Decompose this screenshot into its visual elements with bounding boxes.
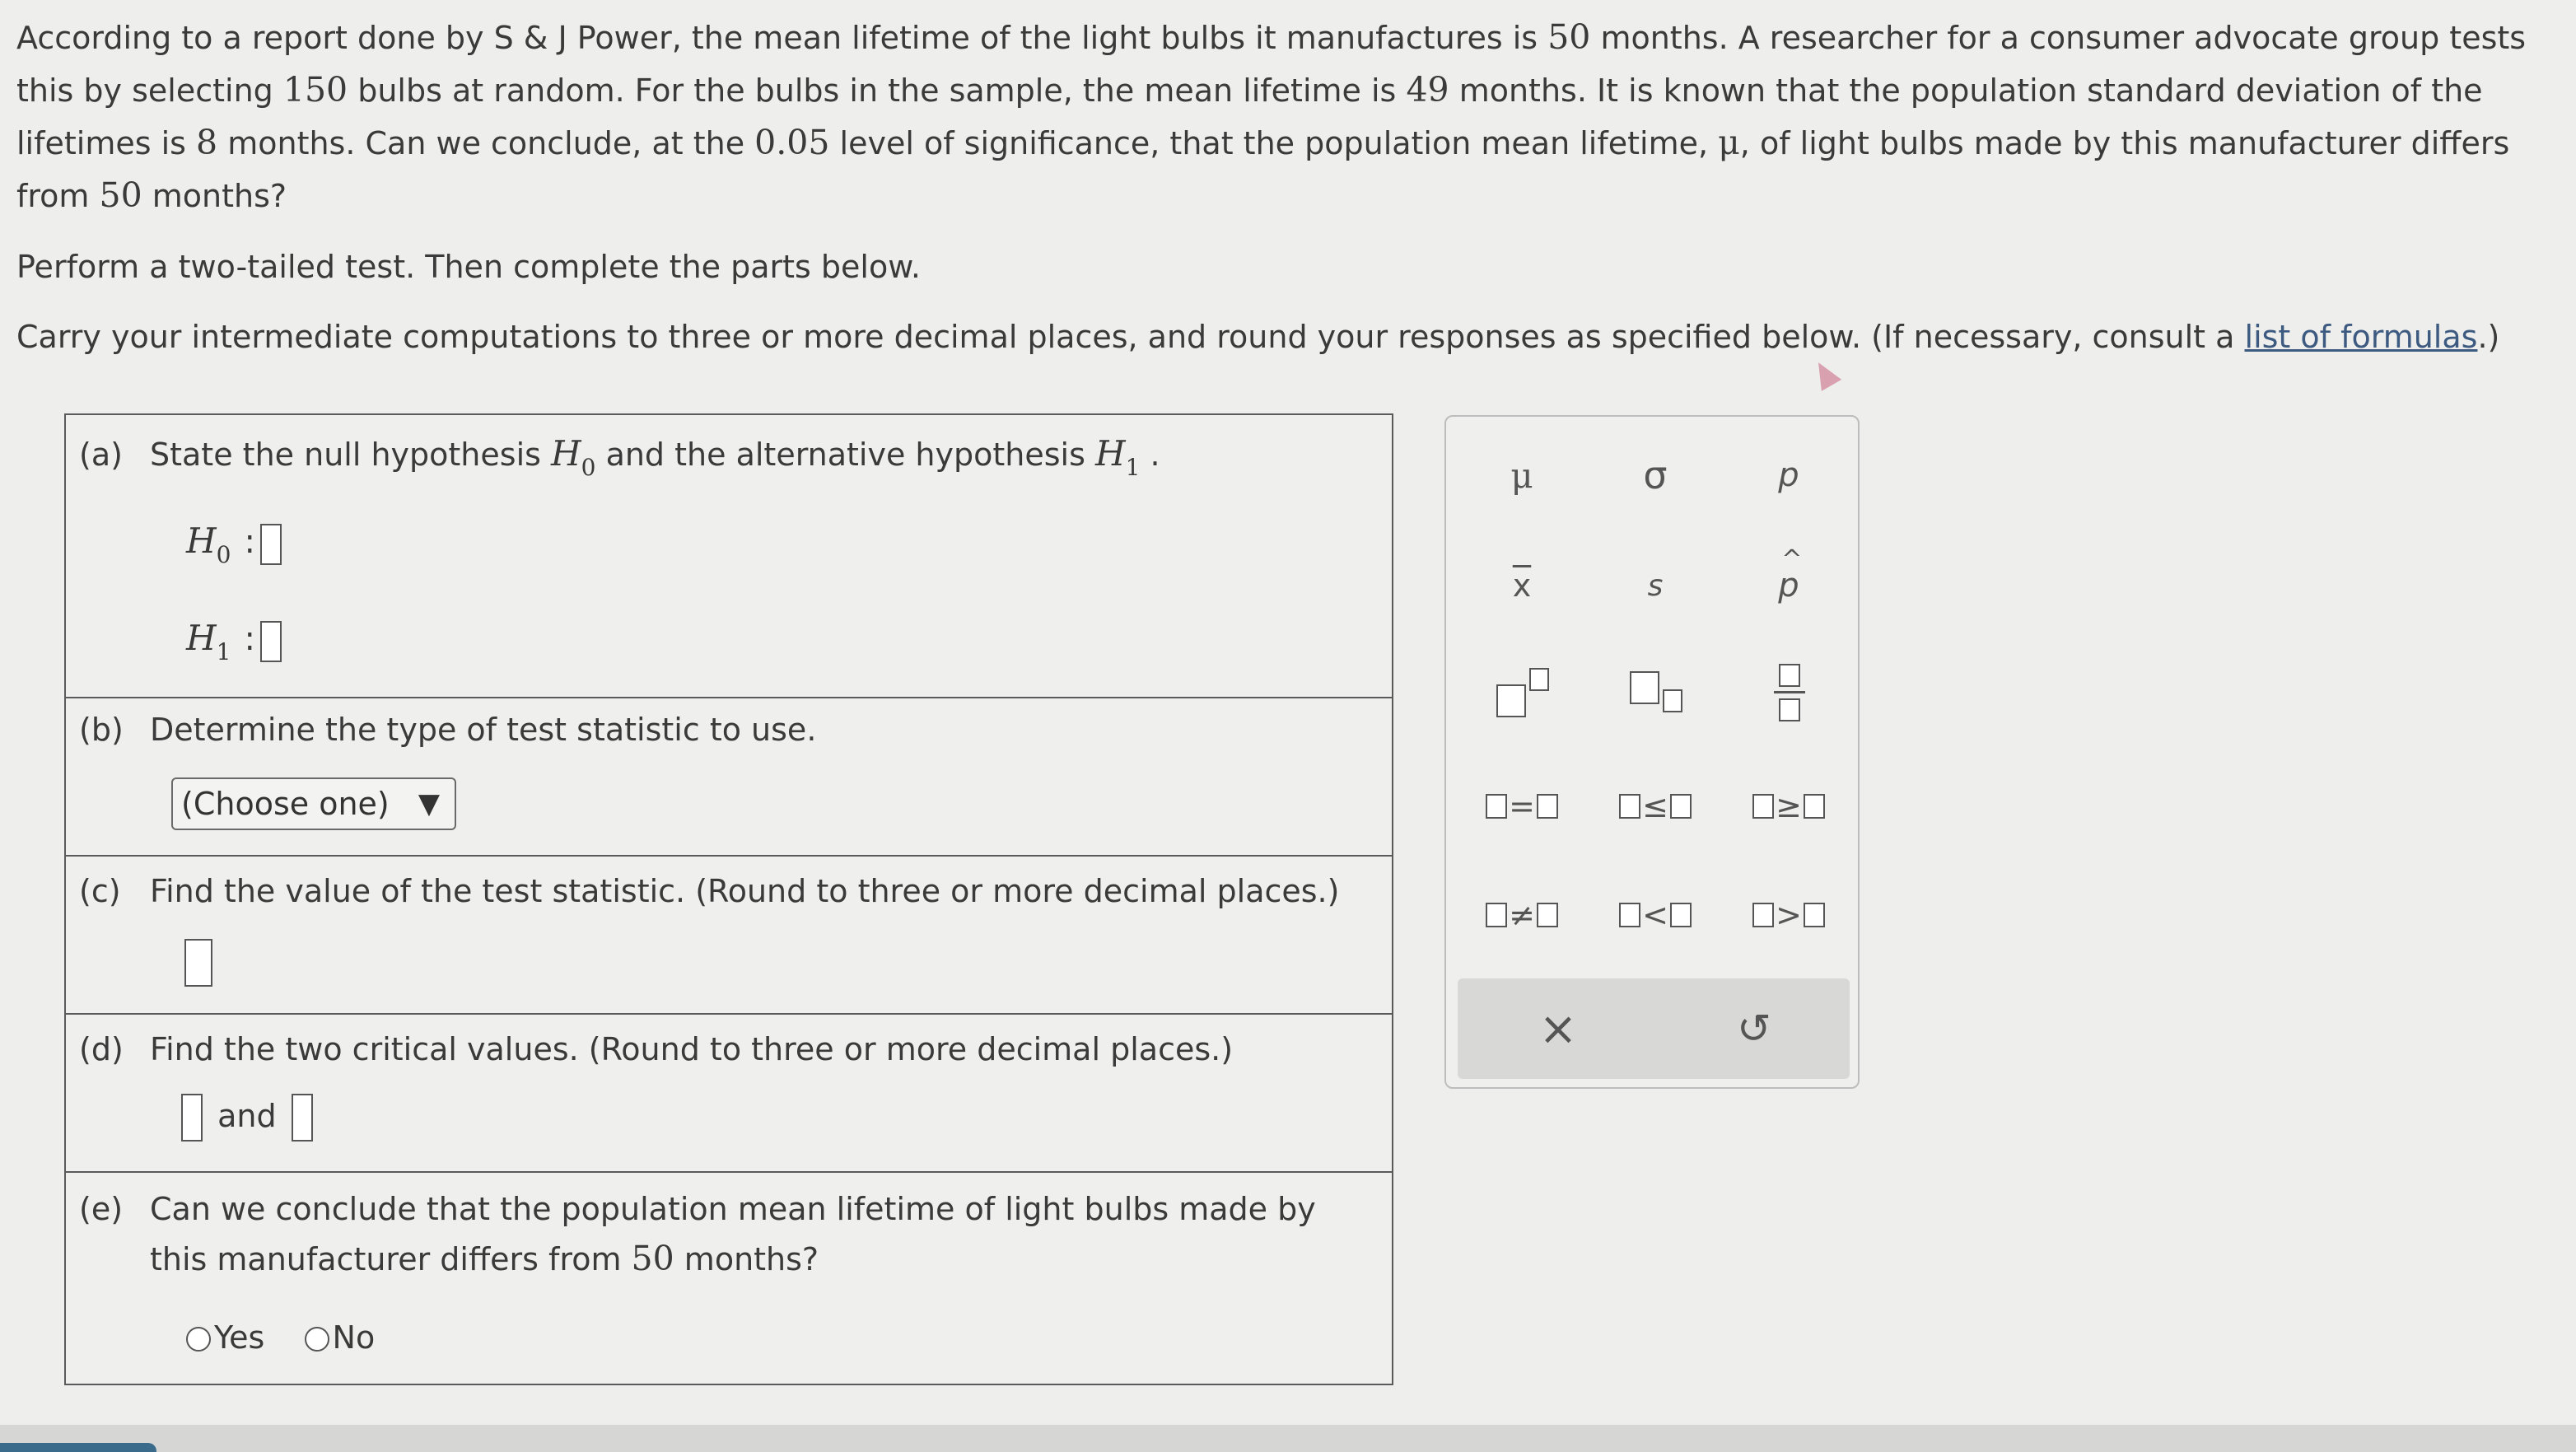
sigma-icon: σ — [1643, 453, 1668, 497]
clear-button[interactable] — [1500, 992, 1616, 1066]
part-label: (a) — [79, 437, 123, 473]
phat-button[interactable]: p ^ — [1778, 545, 1803, 605]
instruction-text: .) — [2477, 319, 2500, 355]
less-equal-button[interactable] — [1598, 769, 1713, 843]
part-label: (c) — [79, 873, 121, 909]
footer-tab — [0, 1443, 156, 1452]
prompt-text: and the alternative hypothesis — [595, 437, 1095, 473]
h1-label: $H_1$ — [186, 618, 231, 665]
math-palette — [1444, 415, 1860, 1089]
fraction-button[interactable] — [1731, 656, 1846, 730]
test-statistic-select[interactable] — [171, 777, 456, 830]
palette-action-bar — [1458, 978, 1850, 1079]
intro-text: level of significance, that the population mean lifetime, — [829, 125, 1719, 161]
prompt-text: Find the two critical values. (Round to three or more decimal places.) — [150, 1031, 1234, 1067]
part-label: (e) — [79, 1191, 124, 1227]
alt-hypothesis-row — [186, 618, 282, 665]
h1-input[interactable] — [260, 621, 282, 662]
sample-mean: 49 — [1406, 70, 1449, 110]
part-d-prompt — [79, 1031, 1233, 1067]
conclusion-options — [186, 1319, 375, 1356]
prompt-text: Can we conclude that the population mean lifetime of light bulbs made by — [150, 1191, 1316, 1227]
p-icon: p — [1778, 456, 1799, 494]
null-hypothesis-symbol: $H_0$ — [551, 433, 596, 481]
intro-text: bulbs at random. For the bulbs in the sample, the mean lifetime is — [348, 72, 1407, 109]
yes-label: Yes — [214, 1319, 265, 1356]
intro-text: According to a report done by S & J Power, the mean lifetime of the light bulbs it manufactures is — [16, 20, 1548, 56]
superscript-button[interactable] — [1464, 656, 1580, 730]
part-c — [66, 857, 1392, 1015]
prompt-text: months? — [674, 1241, 819, 1277]
part-a — [66, 415, 1392, 698]
critical-value-2-input[interactable] — [292, 1094, 313, 1142]
prompt-text: State the null hypothesis — [150, 437, 552, 473]
part-e — [66, 1173, 1392, 1384]
critical-values-row — [181, 1094, 313, 1142]
significance-level: 0.05 — [754, 123, 830, 162]
part-c-prompt — [79, 873, 1339, 909]
h0-label: $H_0$ — [186, 521, 231, 568]
and-text: and — [217, 1097, 277, 1134]
list-of-formulas-link[interactable]: list of formulas — [2244, 319, 2478, 355]
test-statistic-row — [184, 939, 212, 987]
part-e-prompt — [79, 1184, 1316, 1284]
fraction-icon — [1772, 664, 1805, 721]
intro-text: months. It is known that the population standard deviation of the lifetimes is — [16, 72, 2483, 161]
subscript-icon — [1626, 668, 1684, 717]
s-button[interactable] — [1598, 549, 1713, 623]
part-a-prompt — [79, 433, 1160, 481]
mu-icon: μ — [1510, 455, 1533, 496]
colon: : — [244, 620, 255, 658]
no-radio[interactable] — [305, 1327, 329, 1352]
subscript-button[interactable] — [1598, 656, 1713, 730]
no-option[interactable] — [305, 1319, 376, 1356]
select-value: (Choose one) — [181, 786, 390, 822]
yes-option[interactable] — [186, 1319, 264, 1356]
greater-than-button[interactable] — [1731, 878, 1846, 952]
yes-radio[interactable] — [186, 1327, 211, 1352]
instruction-two-tailed: Perform a two-tailed test. Then complete the parts below. — [16, 249, 921, 285]
question-table — [64, 413, 1393, 1385]
instruction-rounding — [16, 319, 2499, 355]
p-button[interactable] — [1731, 438, 1846, 512]
xbar-icon: $\overline{x}$ — [1512, 567, 1532, 604]
part-label: (b) — [79, 712, 124, 748]
prompt-text: Determine the type of test statistic to use. — [150, 712, 817, 748]
instruction-text: Carry your intermediate computations to three or more decimal places, and round your responses as specified below. (If necessary, consult a — [16, 319, 2245, 355]
undo-icon: ↺ — [1737, 1005, 1771, 1053]
greater-equal-button[interactable] — [1731, 769, 1846, 843]
test-statistic-input[interactable] — [184, 939, 212, 987]
s-icon: s — [1647, 568, 1664, 603]
less-equal-icon: ≤ — [1642, 788, 1668, 824]
equals-icon: = — [1509, 788, 1535, 824]
equals-button[interactable] — [1464, 769, 1580, 843]
prompt-text: Find the value of the test statistic. (Round to three or more decimal places.) — [150, 873, 1340, 909]
undo-button[interactable] — [1696, 992, 1812, 1066]
part-b — [66, 698, 1392, 857]
intro-text: , of light bulbs made by this manufacturer differs from — [16, 125, 2510, 214]
part-d — [66, 1015, 1392, 1173]
claimed-mean: 50 — [631, 1239, 674, 1278]
claimed-mean: 50 — [1547, 17, 1591, 57]
mu-button[interactable] — [1464, 438, 1580, 512]
less-than-icon: < — [1642, 897, 1668, 933]
intro-text: months. Can we conclude, at the — [217, 125, 755, 161]
greater-equal-icon: ≥ — [1776, 788, 1802, 824]
colon: : — [244, 523, 255, 561]
no-label: No — [332, 1319, 376, 1356]
intro-text: months. A researcher for a consumer advocate group tests this by selecting — [16, 20, 2527, 109]
superscript-icon — [1493, 668, 1551, 717]
greater-than-icon: > — [1776, 897, 1802, 933]
prompt-text: . — [1140, 437, 1160, 473]
critical-value-1-input[interactable] — [181, 1094, 203, 1142]
sigma-button[interactable] — [1598, 438, 1713, 512]
mouse-cursor-icon — [1808, 357, 1841, 391]
part-label: (d) — [79, 1031, 124, 1067]
dropdown-arrow-icon: ▼ — [418, 787, 440, 820]
h0-input[interactable] — [260, 524, 282, 565]
not-equal-icon: ≠ — [1509, 897, 1535, 933]
population-sd: 8 — [196, 123, 218, 162]
prompt-text: this manufacturer differs from — [150, 1241, 632, 1277]
not-equal-button[interactable] — [1464, 878, 1580, 952]
footer-bar — [0, 1425, 2576, 1452]
alt-hypothesis-symbol: $H_1$ — [1094, 433, 1141, 481]
claimed-mean: 50 — [99, 175, 142, 215]
problem-statement — [16, 12, 2536, 222]
less-than-button[interactable] — [1598, 878, 1713, 952]
mu-symbol: μ — [1718, 123, 1740, 162]
sample-size: 150 — [282, 70, 348, 110]
close-icon: × — [1538, 1001, 1578, 1056]
null-hypothesis-row — [186, 521, 282, 568]
intro-text: months? — [142, 178, 287, 214]
part-b-prompt — [79, 712, 816, 748]
xbar-button[interactable] — [1464, 549, 1580, 623]
phat-icon: p — [1778, 567, 1799, 605]
